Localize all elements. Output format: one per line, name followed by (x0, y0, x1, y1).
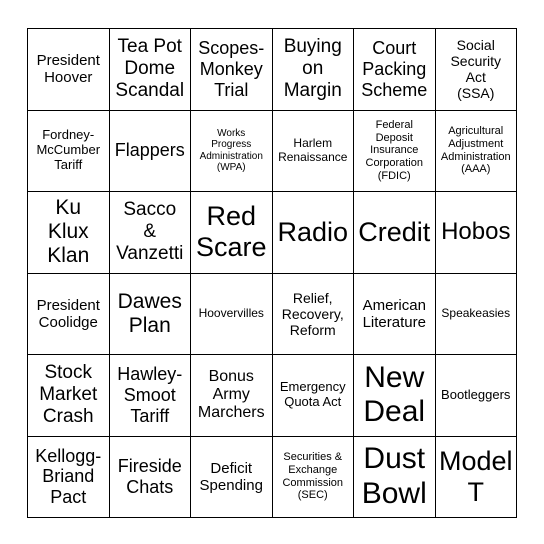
bingo-cell[interactable]: Bootleggers (436, 355, 518, 437)
bingo-cell[interactable]: Dust Bowl (354, 437, 436, 519)
bingo-cell[interactable]: Speakeasies (436, 274, 518, 356)
bingo-cell[interactable]: Emergency Quota Act (273, 355, 355, 437)
bingo-cell[interactable]: Hobos (436, 192, 518, 274)
bingo-cell[interactable]: Relief, Recovery, Reform (273, 274, 355, 356)
bingo-cell[interactable]: Tea Pot Dome Scandal (110, 29, 192, 111)
bingo-cell[interactable]: Federal Deposit Insurance Corporation (FDIC) (354, 111, 436, 193)
bingo-cell[interactable]: American Literature (354, 274, 436, 356)
bingo-cell[interactable]: Fireside Chats (110, 437, 192, 519)
bingo-cell[interactable]: Hawley- Smoot Tariff (110, 355, 192, 437)
bingo-cell[interactable]: Sacco & Vanzetti (110, 192, 192, 274)
bingo-cell[interactable]: Credit (354, 192, 436, 274)
bingo-cell[interactable]: Stock Market Crash (28, 355, 110, 437)
bingo-cell[interactable]: President Hoover (28, 29, 110, 111)
bingo-cell[interactable]: Hoovervilles (191, 274, 273, 356)
bingo-board (27, 28, 517, 518)
bingo-cell[interactable]: Ku Klux Klan (28, 192, 110, 274)
bingo-cell[interactable]: Harlem Renaissance (273, 111, 355, 193)
bingo-cell[interactable]: Dawes Plan (110, 274, 192, 356)
bingo-cell[interactable]: Fordney- McCumber Tariff (28, 111, 110, 193)
bingo-cell[interactable]: Kellogg- Briand Pact (28, 437, 110, 519)
bingo-cell[interactable]: Works Progress Administration (WPA) (191, 111, 273, 193)
bingo-cell[interactable]: Scopes- Monkey Trial (191, 29, 273, 111)
bingo-cell[interactable]: Agricultural Adjustment Administration (AAA) (436, 111, 518, 193)
bingo-cell[interactable]: Securities & Exchange Commission (SEC) (273, 437, 355, 519)
bingo-cell[interactable]: Court Packing Scheme (354, 29, 436, 111)
bingo-cell[interactable]: President Coolidge (28, 274, 110, 356)
bingo-cell[interactable]: Bonus Army Marchers (191, 355, 273, 437)
bingo-cell[interactable]: Radio (273, 192, 355, 274)
bingo-cell[interactable]: Social Security Act (SSA) (436, 29, 518, 111)
bingo-cell[interactable]: New Deal (354, 355, 436, 437)
bingo-cell[interactable]: Buying on Margin (273, 29, 355, 111)
bingo-cell[interactable]: Deficit Spending (191, 437, 273, 519)
bingo-cell[interactable]: Flappers (110, 111, 192, 193)
bingo-cell[interactable]: Red Scare (191, 192, 273, 274)
bingo-cell[interactable]: Model T (436, 437, 518, 519)
